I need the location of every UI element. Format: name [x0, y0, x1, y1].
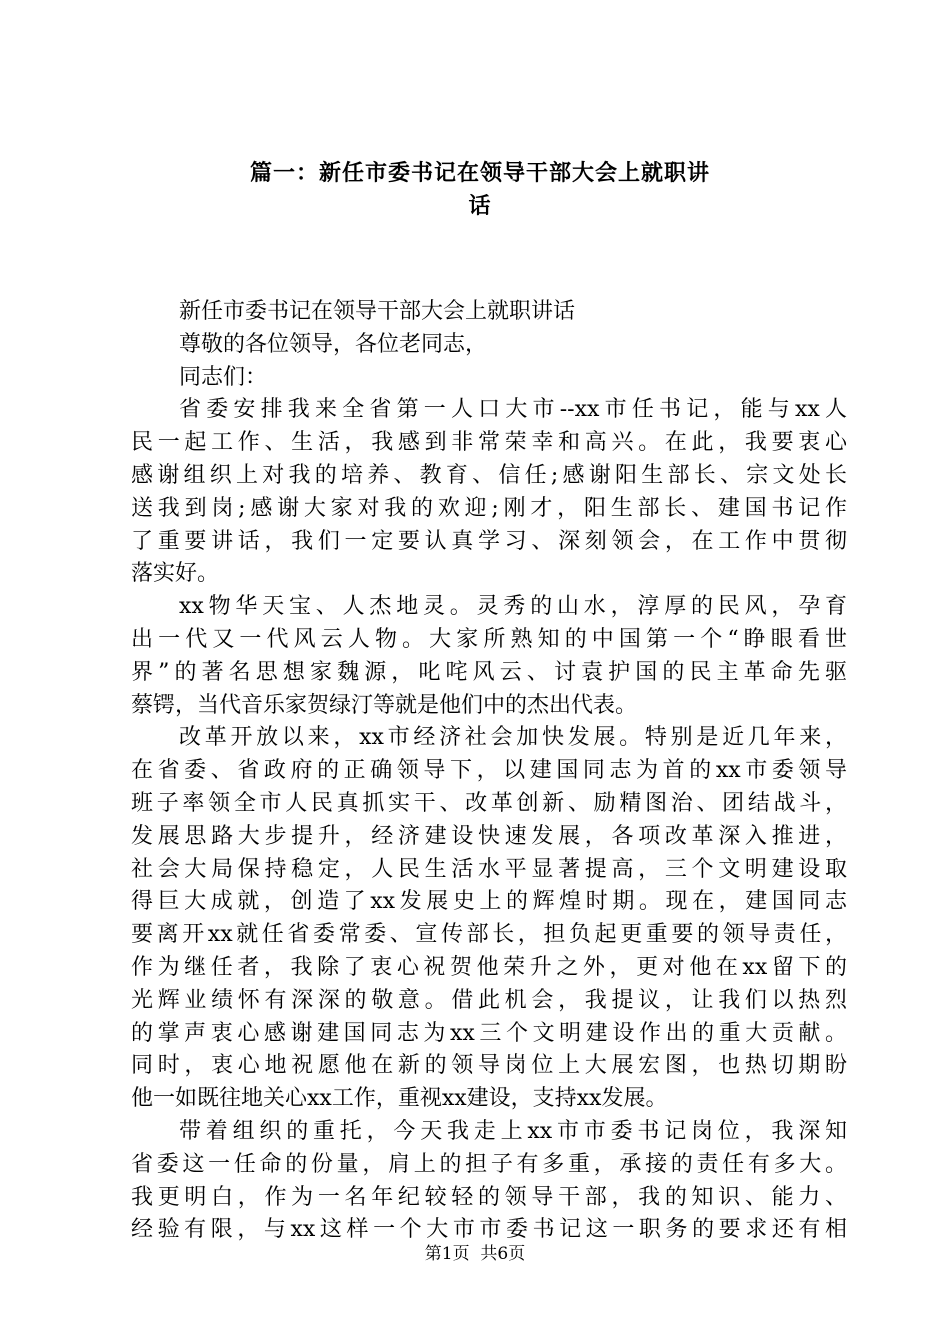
body-text-line: 改革开放以来，xx市经济社会加快发展。特别是近几年来，	[179, 725, 847, 751]
body-text-line: 省委安排我来全省第一人口大市--xx市任书记，能与xx人	[179, 397, 847, 423]
body-text-line: 省委这一任命的份量，肩上的担子有多重，承接的责任有多大。	[131, 1151, 847, 1177]
body-text-line: 的掌声衷心感谢建国同志为xx三个文明建设作出的重大贡献。	[131, 1020, 847, 1046]
body-text-line: 尊敬的各位领导，各位老同志，	[179, 331, 488, 357]
body-text-line: 界”的著名思想家魏源，叱咤风云、讨袁护国的民主革命先驱	[131, 659, 847, 685]
title-line: 篇一：新任市委书记在领导干部大会上就职讲	[249, 161, 710, 186]
body-text-line: 新任市委书记在领导干部大会上就职讲话	[179, 299, 576, 324]
body-text-line: 同志们：	[179, 364, 268, 390]
body-text-line: 在省委、省政府的正确领导下，以建国同志为首的xx市委领导	[131, 758, 847, 784]
body-text-line: 得巨大成就，创造了xx发展史上的辉煌时期。现在，建国同志	[131, 889, 847, 915]
body-text-line: 送我到岗;感谢大家对我的欢迎;刚才，阳生部长、建国书记作	[131, 495, 847, 521]
body-text-line: 社会大局保持稳定，人民生活水平显著提高，三个文明建设取	[131, 856, 847, 882]
document-body	[131, 296, 847, 1247]
title-line: 话	[468, 193, 492, 219]
body-text-line: 经验有限，与xx这样一个大市市委书记这一职务的要求还有相	[131, 1217, 847, 1243]
body-text-line: 蔡锷，当代音乐家贺绿汀等就是他们中的杰出代表。	[131, 692, 638, 718]
body-text-line: 了重要讲话，我们一定要认真学习、深刻领会，在工作中贯彻	[131, 528, 847, 554]
body-text-line: 出一代又一代风云人物。大家所熟知的中国第一个“睁眼看世	[131, 626, 847, 652]
body-text-line: 感谢组织上对我的培养、教育、信任;感谢阳生部长、宗文处长	[131, 462, 847, 488]
body-text-line: 落实好。	[131, 561, 220, 587]
body-text-line: 发展思路大步提升，经济建设快速发展，各项改革深入推进，	[131, 823, 847, 849]
page-footer: 第1页 共6页	[424, 1244, 526, 1264]
body-text-line: 我更明白，作为一名年纪较轻的领导干部，我的知识、能力、	[131, 1184, 847, 1210]
body-text-line: 班子率领全市人民真抓实干、改革创新、励精图治、团结战斗，	[131, 790, 847, 816]
body-text-line: 带着组织的重托，今天我走上xx市市委书记岗位，我深知	[179, 1118, 847, 1144]
body-text-line: 他一如既往地关心xx工作，重视xx建设，支持xx发展。	[131, 1086, 668, 1112]
body-text-line: 作为继任者，我除了衷心祝贺他荣升之外，更对他在xx留下的	[131, 954, 847, 980]
body-text-line: 民一起工作、生活，我感到非常荣幸和高兴。在此，我要衷心	[131, 430, 847, 456]
body-text-line: xx物华天宝、人杰地灵。灵秀的山水，淳厚的民风，孕育	[179, 594, 847, 620]
body-text-line: 光辉业绩怀有深深的敬意。借此机会，我提议，让我们以热烈	[131, 987, 847, 1013]
body-text-line: 同时，衷心地祝愿他在新的领导岗位上大展宏图，也热切期盼	[131, 1053, 847, 1079]
document-title	[120, 158, 840, 224]
body-text-line: 要离开xx就任省委常委、宣传部长，担负起更重要的领导责任，	[131, 922, 847, 948]
